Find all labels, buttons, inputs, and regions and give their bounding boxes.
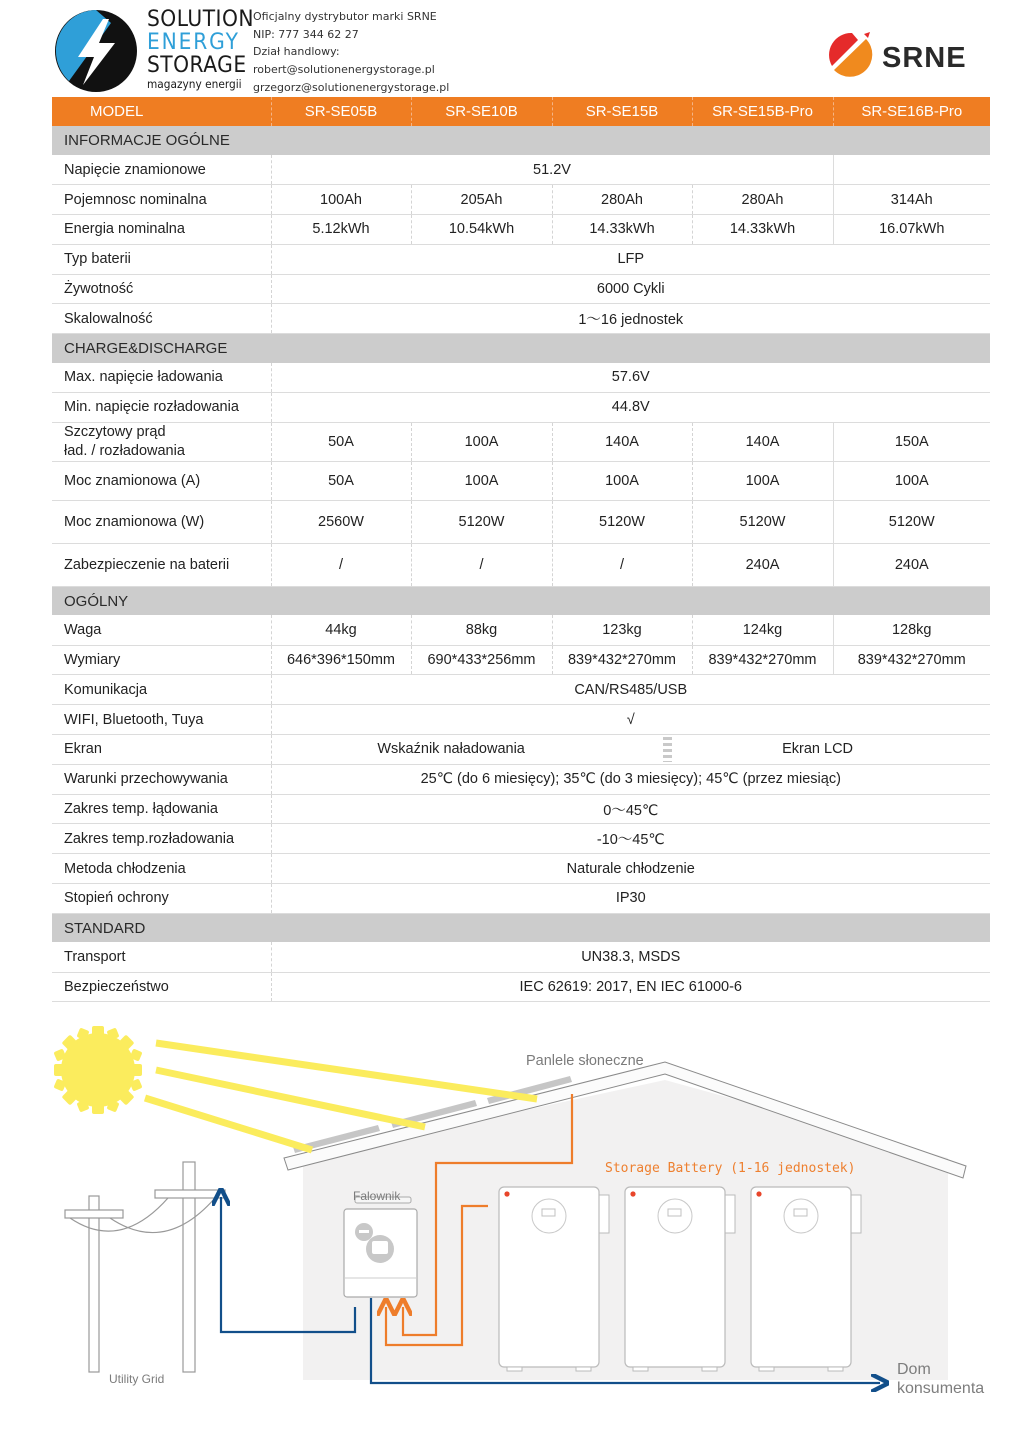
row-label: Zakres temp.rozładowania [52,824,271,854]
utility-grid-label: Utility Grid [109,1372,165,1386]
model-header-cell: SR-SE05B [271,97,411,126]
row-label: Warunki przechowywania [52,764,271,794]
email-link-grzegorz[interactable]: grzegorz@solutionenergystorage.pl [253,80,450,94]
row-label: Stopień ochrony [52,884,271,914]
row-value: 100A [833,461,990,500]
section-title: OGÓLNY [52,586,990,615]
row-value: / [271,543,411,586]
row-value: 25℃ (do 6 miesięcy); 35℃ (do 3 miesięcy); 45℃ (przez miesiąc) [271,764,990,794]
row-value: 140A [552,422,692,461]
utility-grid-poles [65,1162,225,1372]
battery-unit [751,1187,861,1371]
table-row [52,735,990,765]
srne-logo-icon [828,30,874,82]
row-value: 240A [692,543,833,586]
section-title: STANDARD [52,913,990,942]
row-value: UN38.3, MSDS [271,942,990,972]
row-label: Zabezpieczenie na baterii [52,543,271,586]
row-label: Typ baterii [52,244,271,274]
row-label: Metoda chłodzenia [52,854,271,884]
table-row [52,422,990,461]
row-value: IP30 [271,884,990,914]
table-row [52,185,990,215]
row-value: 839*432*270mm [833,645,990,675]
row-value: 14.33kWh [692,215,833,245]
solar-panels-label: Panlele słoneczne [526,1053,644,1069]
row-value: LFP [271,244,990,274]
row-value: 280Ah [552,185,692,215]
spec-table [52,97,990,1002]
table-row [52,155,990,185]
row-label-line2: ład. / rozładowania [64,442,185,459]
row-value: 150A [833,422,990,461]
row-label-line1: Szczytowy prąd [64,423,166,440]
section-title: CHARGE&DISCHARGE [52,334,990,363]
row-value: / [411,543,552,586]
table-row [52,393,990,423]
contact-info [253,8,449,97]
table-row [52,675,990,705]
model-header-cell: SR-SE15B-Pro [692,97,833,126]
model-header-cell: SR-SE10B [411,97,552,126]
row-value: 124kg [692,615,833,645]
row-value: 1～16 jednostek [271,304,990,334]
row-label: Ekran [52,735,271,765]
row-value: 128kg [833,615,990,645]
row-label: Napięcie znamionowe [52,155,271,185]
distributor-note: Oficjalny dystrybutor marki SRNE [253,10,437,23]
table-row [52,244,990,274]
screen-value-indicator: Wskaźnik naładowania [377,741,525,758]
srne-brand-logo [828,30,978,82]
row-value: 100A [692,461,833,500]
system-diagram [0,1010,1024,1448]
row-value: 5120W [692,500,833,543]
row-value: 5120W [552,500,692,543]
model-header-cell: SR-SE15B [552,97,692,126]
table-row [52,942,990,972]
email-link-robert[interactable]: robert@solutionenergystorage.pl [253,63,435,77]
table-row [52,794,990,824]
tax-id: NIP: 777 344 62 27 [253,27,359,41]
row-value-split [271,735,990,765]
row-label: Komunikacja [52,675,271,705]
battery-units [499,1187,861,1371]
row-value-checkmark: √ [271,705,990,735]
brand-name: SRNE [882,42,967,74]
row-value: 6000 Cykli [271,274,990,304]
company-name-line2: ENERGY [147,30,240,55]
section-header-ogolny [52,586,990,615]
screen-value-lcd: Ekran LCD [782,741,854,758]
utility-pole [89,1196,99,1372]
sun-ray [156,1043,537,1099]
row-value: Naturale chłodzenie [271,854,990,884]
row-value-empty [833,155,990,185]
company-tagline: magazyny energii [147,77,242,91]
row-value: 51.2V [271,155,833,185]
sales-dept-label: Dział handlowy: [253,45,340,59]
table-row [52,705,990,735]
row-label: Waga [52,615,271,645]
row-value: 0～45℃ [271,794,990,824]
lightning-bolt-logo-icon [53,9,139,93]
row-value: 240A [833,543,990,586]
home-label-line1: Dom [897,1361,931,1378]
inverter-icon [344,1197,417,1297]
row-label: Wymiary [52,645,271,675]
sun-icon [53,1026,142,1114]
row-label: Pojemnosc nominalna [52,185,271,215]
row-value: / [552,543,692,586]
model-header-label: MODEL [52,97,271,126]
row-value: 50A [271,422,411,461]
row-value: 839*432*270mm [552,645,692,675]
row-label: Min. napięcie rozładowania [52,393,271,423]
table-row [52,215,990,245]
row-value: 690*433*256mm [411,645,552,675]
row-label: Energia nominalna [52,215,271,245]
table-row [52,304,990,334]
row-value: 123kg [552,615,692,645]
table-row [52,363,990,393]
row-value: 44.8V [271,393,990,423]
row-label: Transport [52,942,271,972]
battery-unit [625,1187,735,1371]
row-value: 314Ah [833,185,990,215]
row-value: 140A [692,422,833,461]
table-row [52,972,990,1002]
company-name-line1: SOLUTION [147,7,254,32]
row-value: 50A [271,461,411,500]
row-value: 10.54kWh [411,215,552,245]
row-value: -10～45℃ [271,824,990,854]
row-value: 5120W [833,500,990,543]
storage-battery-label: Storage Battery (1-16 jednostek) [605,1161,856,1176]
row-label [52,422,271,461]
table-row [52,884,990,914]
row-value: 100A [552,461,692,500]
row-value: 57.6V [271,363,990,393]
row-value: 16.07kWh [833,215,990,245]
row-label: Moc znamionowa (A) [52,461,271,500]
section-title: INFORMACJE OGÓLNE [52,126,990,155]
table-row [52,645,990,675]
inverter-label: Falownik [353,1189,401,1203]
row-value: 646*396*150mm [271,645,411,675]
home-label-line2: konsumenta [897,1380,985,1397]
row-value: 5120W [411,500,552,543]
table-row [52,764,990,794]
section-header-standard [52,913,990,942]
table-row [52,461,990,500]
row-value: IEC 62619: 2017, EN IEC 61000-6 [271,972,990,1002]
row-value: CAN/RS485/USB [271,675,990,705]
row-value: 100Ah [271,185,411,215]
table-row [52,543,990,586]
row-label: Żywotność [52,274,271,304]
row-value: 100A [411,461,552,500]
row-label: WIFI, Bluetooth, Tuya [52,705,271,735]
row-label: Moc znamionowa (W) [52,500,271,543]
row-value: 14.33kWh [552,215,692,245]
row-value: 5.12kWh [271,215,411,245]
model-header-cell: SR-SE16B-Pro [833,97,990,126]
table-row [52,854,990,884]
table-row [52,500,990,543]
row-label: Zakres temp. łądowania [52,794,271,824]
row-value: 280Ah [692,185,833,215]
row-label: Max. napięcie ładowania [52,363,271,393]
row-value: 839*432*270mm [692,645,833,675]
table-row [52,274,990,304]
section-header-general [52,126,990,155]
row-value: 2560W [271,500,411,543]
model-header-row [52,97,990,126]
battery-unit [499,1187,609,1371]
table-row [52,615,990,645]
home-label [897,1360,984,1398]
company-name-line3: STORAGE [147,53,247,78]
company-name [147,8,263,91]
sun-ray [145,1098,312,1150]
section-header-charge [52,334,990,363]
row-label: Skalowalność [52,304,271,334]
row-label: Bezpieczeństwo [52,972,271,1002]
table-row [52,824,990,854]
row-value: 44kg [271,615,411,645]
row-value: 205Ah [411,185,552,215]
row-value: 100A [411,422,552,461]
row-value: 88kg [411,615,552,645]
